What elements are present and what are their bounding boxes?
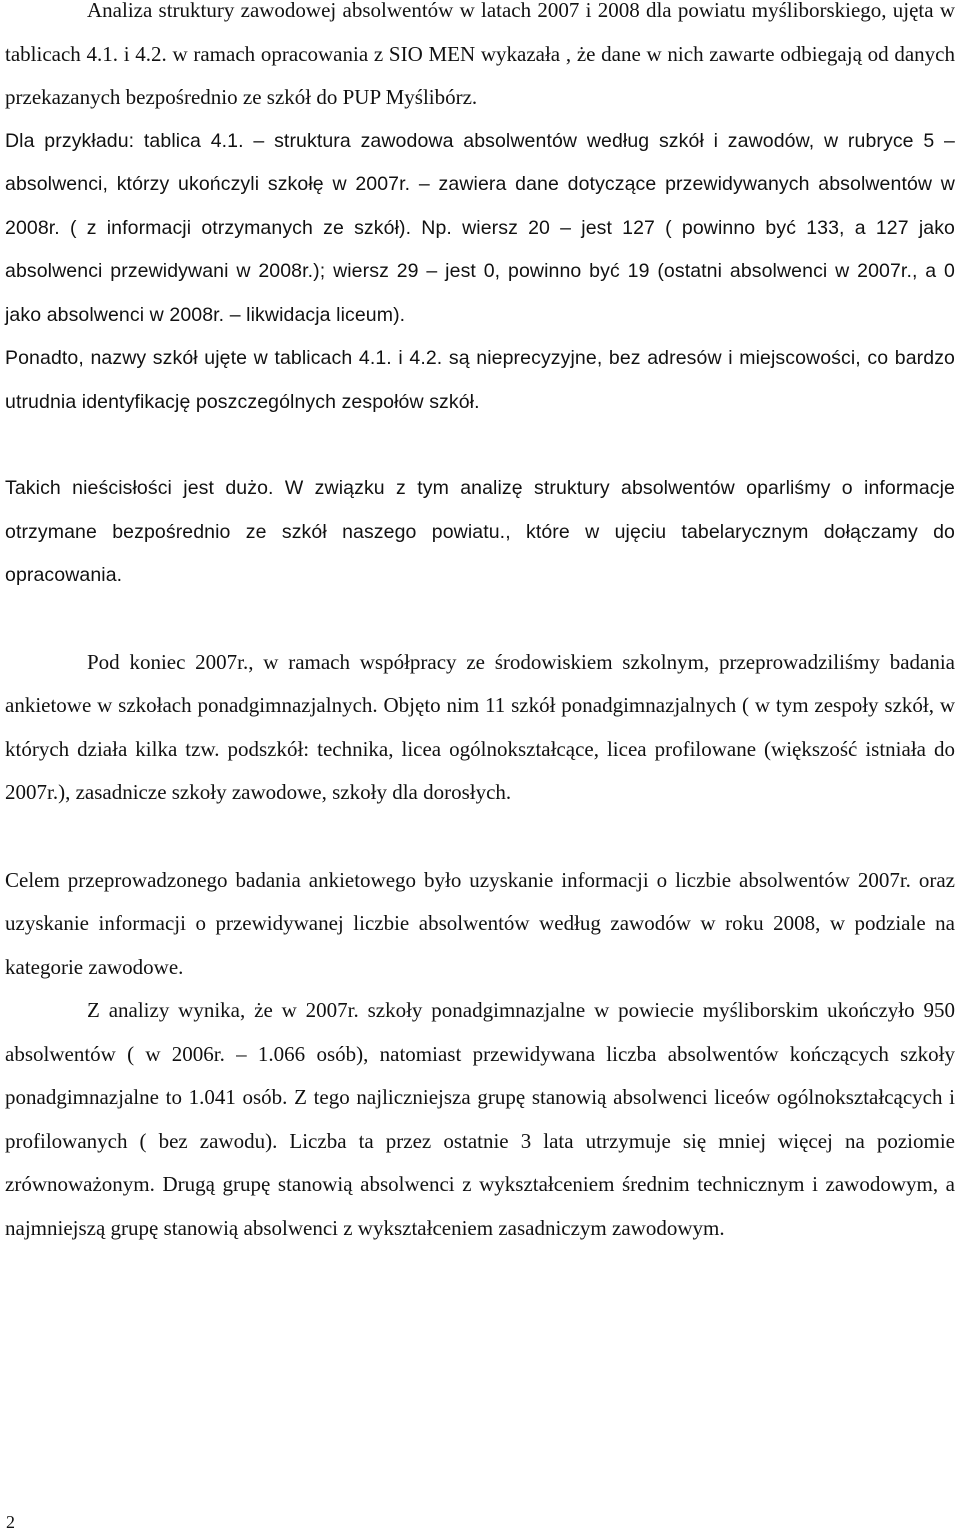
paragraph-survey-goal: Celem przeprowadzonego badania ankietowego było uzyskanie informacji o liczbie absolwentów 2007r. oraz uzyskanie informacji o przewidywanej liczbie absolwentów według zawodów w roku 2008, w podziale na kategorie zawodowe. bbox=[5, 867, 955, 979]
paragraph-analysis-intro: Analiza struktury zawodowej absolwentów w latach 2007 i 2008 dla powiatu myśliborskiego, ujęta w tablicach 4.1. i 4.2. w ramach opracowania z SIO MEN wykazała , że dane w nich zawarte odbiegają od danych przekazanych bezpośrednio ze szkół do PUP Myślibórz. bbox=[5, 0, 955, 109]
paragraph-school-names: Ponadto, nazwy szkół ujęte w tablicach 4.1. i 4.2. są nieprecyzyjne, bez adresów i miejscowości, co bardzo utrudnia identyfikację poszczególnych zespołów szkół. bbox=[5, 347, 955, 413]
document-page bbox=[5, 0, 955, 1250]
paragraph-example-table: Dla przykładu: tablica 4.1. – struktura zawodowa absolwentów według szkół i zawodów, w rubryce 5 – absolwenci, którzy ukończyli szkołę w 2007r. – zawiera dane dotyczące przewidywanych absolwentów w 2008r. ( z informacji otrzymanych ze szkół). Np. wiersz 20 – jest 127 ( powinno być 133, a 127 jako absolwenci przewidywani w 2008r.); wiersz 29 – jest 0, powinno być 19 (ostatni absolwenci w 2007r., a 0 jako absolwenci w 2008r. – likwidacja liceum). bbox=[5, 129, 955, 326]
paragraph-survey: Pod koniec 2007r., w ramach współpracy ze środowiskiem szkolnym, przeprowadziliśmy badania ankietowe w szkołach ponadgimnazjalnych. Objęto nim 11 szkół ponadgimnazjalnych ( w tym zespoły szkół, w których działa kilka tzw. podszkół: technika, licea ogólnokształcące, licea profilowane (większość istniała do 2007r.), zasadnicze szkoły zawodowe, szkoły dla dorosłych. bbox=[5, 649, 955, 804]
paragraph-inaccuracies: Takich nieścisłości jest dużo. W związku z tym analizę struktury absolwentów oparliśmy o informacje otrzymane bezpośrednio ze szkół naszego powiatu., które w ujęciu tabelarycznym dołączamy do opracowania. bbox=[5, 477, 955, 586]
page-number: 2 bbox=[6, 1512, 15, 1532]
paragraph-analysis-results: Z analizy wynika, że w 2007r. szkoły ponadgimnazjalne w powiecie myśliborskim ukończyło 950 absolwentów ( w 2006r. – 1.066 osób), natomiast przewidywana liczba absolwentów kończących szkoły ponadgimnazjalne to 1.041 osób. Z tego najliczniejsza grupę stanowią absolwenci liceów ogólnokształcących i profilowanych ( bez zawodu). Liczba ta przez ostatnie 3 lata utrzymuje się mniej więcej na poziomie zrównoważonym. Drugą grupę stanowią absolwenci z wykształceniem średnim technicznym i zawodowym, a najmniejszą grupę stanowią absolwenci z wykształceniem zasadniczym zawodowym. bbox=[5, 998, 955, 1240]
